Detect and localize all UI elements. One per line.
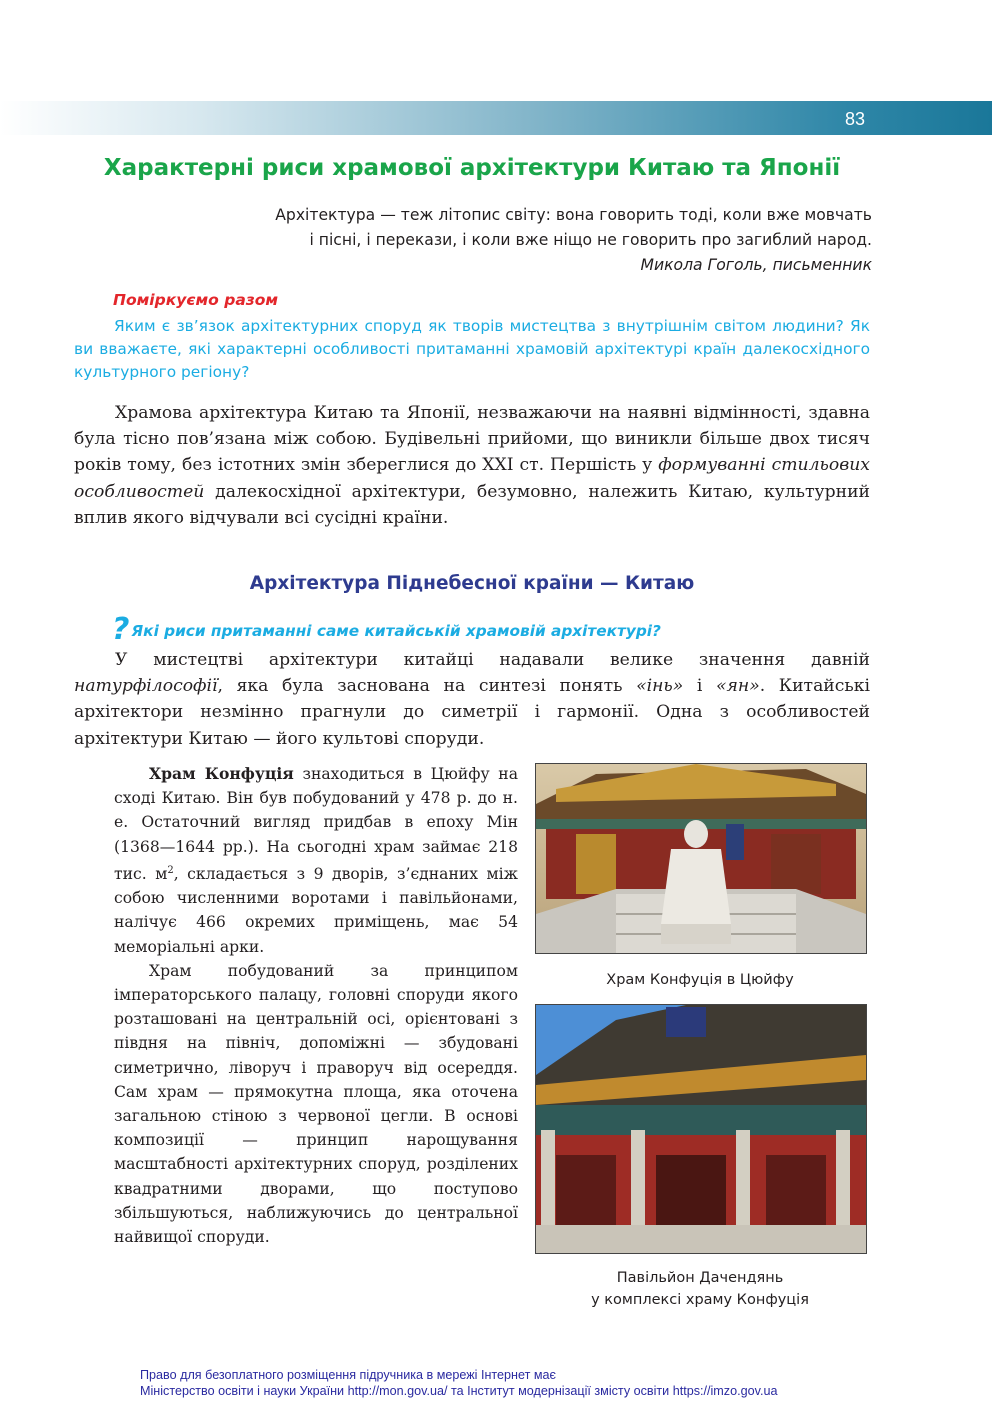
confucius-paragraph-2: Храм побудований за принципом імператорського палацу, головні споруди якого розташовані на центральній осі, орієнтовані з півдня на північ, допоміжні — збудовані симетрично, ліворуч і праворуч від осереддя. Сам храм — прямокутна площа, яка оточена загальною стіною з червоної цегли. В основі композиції — принцип нарощування масштабності архітектурних споруд, розділених квадратними дворами, що поступово збільшуються, наближуючись до центральної найвищої споруди.	[114, 961, 518, 1247]
china-emphasis-2: «інь»	[636, 676, 684, 697]
china-text-a: У мистецтві архітектури китайці надавали велике значення давній	[115, 650, 870, 670]
photo-confucius-temple-caption: Храм Конфуція в Цюйфу	[606, 972, 794, 988]
intro-text-b: далекосхідної архітектури, безумовно, належить Китаю, культурний вплив якого відчували всі сусідні країни.	[74, 481, 870, 528]
intro-text-a: Храмова архітектура Китаю та Японії, незважаючи на наявні відмінності, здавна була тісно пов’язана між собою. Будівельні прийоми, що виникли більше двох тисяч років тому, без істотних змін збереглися до XXI ст. Першість у	[74, 403, 870, 476]
china-text-d: . Китайські архітектори незмінно прагнули до симетрії і гармонії. Одна з особливостей архітектури Китаю — його культові споруди.	[74, 676, 870, 749]
photo-dacheng-pavilion-image	[536, 1005, 866, 1253]
epigraph-author: Микола Гоголь, письменник	[640, 256, 872, 274]
confucius-bold: Храм Конфуція	[149, 764, 294, 783]
photo-dacheng-pavilion-caption	[535, 1267, 865, 1311]
photo-dacheng-caption-line-1: Павільйон Дачендянь	[616, 1270, 784, 1286]
epigraph	[152, 203, 872, 278]
photo-dacheng-pavilion	[535, 1004, 867, 1254]
photo-dacheng-caption-line-2: у комплексі храму Конфуція	[591, 1292, 809, 1308]
epigraph-line-2: і пісні, і перекази, і коли вже ніщо не говорить про загиблий народ.	[309, 231, 872, 249]
think-together-paragraph: Яким є зв’язок архітектурних споруд як творів мистецтва з внутрішнім світом людини? Як ви вважаєте, які характерні особливості притаманні храмовій архітектурі країн далекосхідного культурного регіону?	[74, 317, 870, 381]
photo-confucius-temple-image	[536, 764, 866, 953]
confucius-text	[114, 762, 518, 1249]
footer-line-1: Право для безоплатного розміщення підручника в мережі Інтернет має	[140, 1368, 556, 1382]
footer-line-2: Міністерство освіти і науки України http://mon.gov.ua/ та Інститут модернізації змісту освіти https://imzo.gov.ua	[140, 1384, 778, 1398]
intro-paragraph	[74, 400, 870, 531]
intro-emphasis: формуванні стильових особливостей	[74, 455, 870, 502]
china-emphasis-3: «ян»	[716, 676, 760, 697]
question-text: Які риси притаманні саме китайській храмовій архітектурі?	[131, 622, 661, 640]
confucius-paragraph-1	[114, 762, 518, 959]
footer-license	[140, 1367, 880, 1399]
confucius-text-b: , складається з 9 дворів, з’єднаних між собою численними воротами і павільйонами, налічує 466 окремих приміщень, має 54 меморіальні арки.	[114, 865, 518, 956]
page-number: 83	[844, 109, 866, 129]
think-together-text	[74, 315, 870, 384]
china-text-c: і	[683, 676, 716, 697]
epigraph-line-1: Архітектура — теж літопис світу: вона говорить тоді, коли вже мовчать	[275, 206, 872, 224]
confucius-sup: 2	[167, 864, 174, 876]
china-text	[74, 647, 870, 752]
intro-text	[74, 400, 870, 531]
question-mark-icon: ?	[112, 612, 130, 647]
china-emphasis-1: натурфілософії	[74, 676, 218, 697]
photo-confucius-temple	[535, 763, 867, 954]
confucius-text-a: знаходиться в Цюйфу на сході Китаю. Він був побудований у 478 р. до н. е. Остаточний вигляд придбав в епоху Мін (1368—1644 рр.). На сьогодні храм займає 218 тис. м	[114, 765, 518, 883]
think-together-label: Поміркуємо разом	[113, 291, 279, 309]
page-title: Характерні риси храмової архітектури Китаю та Японії	[103, 155, 841, 181]
china-paragraph	[74, 647, 870, 752]
china-text-b: , яка була заснована на синтезі понять	[217, 676, 637, 697]
section-title: Архітектура Піднебесної країни — Китаю	[249, 573, 695, 594]
question	[112, 612, 872, 647]
